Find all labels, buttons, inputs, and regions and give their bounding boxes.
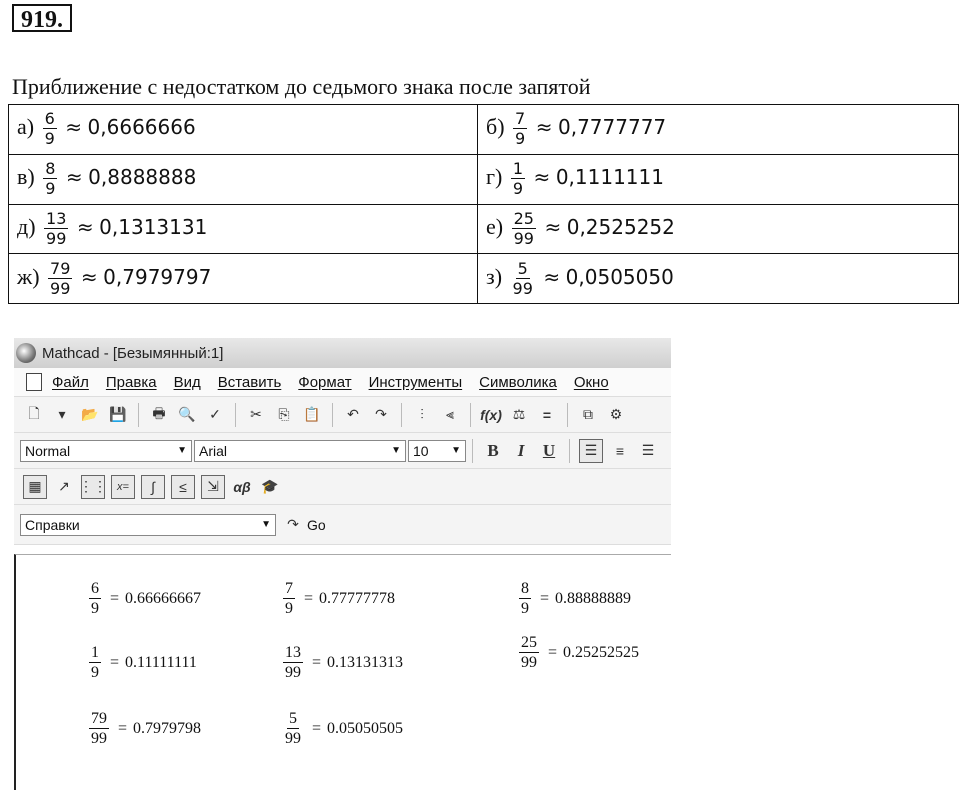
answer-cell: [478, 154, 959, 204]
resource-select[interactable]: Справки ▼: [20, 514, 276, 536]
go-button[interactable]: Go: [307, 516, 326, 533]
answer-label: б): [486, 114, 505, 140]
calculate-icon[interactable]: =: [542, 406, 552, 423]
mathcad-expression[interactable]: $\frac{79}{99}$ = 0.7979798: [91, 710, 202, 747]
document-icon[interactable]: [26, 373, 42, 391]
style-select[interactable]: Normal ▼: [20, 440, 192, 462]
graph-icon[interactable]: ↗: [58, 478, 70, 494]
spell-check-icon[interactable]: ✓: [209, 406, 221, 422]
fraction: $\frac{79}{99}$: [50, 258, 71, 298]
approx-symbol: ≈: [65, 165, 83, 190]
answer-label: в): [17, 164, 35, 190]
approx-value: 0,7979797: [103, 264, 212, 289]
result-value: 0.05050505: [327, 720, 404, 737]
paste-icon[interactable]: 📋: [303, 406, 321, 422]
answer-label: д): [17, 213, 36, 239]
standard-toolbar: [14, 397, 671, 433]
approx-value: 0,8888888: [88, 165, 197, 190]
result-value: 0.88888889: [555, 590, 632, 607]
boolean-icon[interactable]: ≤: [171, 475, 195, 499]
insert-function-icon[interactable]: f(x): [480, 406, 502, 423]
approx-value: 0,2525252: [566, 214, 675, 239]
answer-label: з): [486, 263, 503, 289]
dropdown-arrow-icon[interactable]: ▾: [58, 406, 66, 422]
approx-value: 0,1111111: [555, 165, 664, 190]
approx-value: 0,6666666: [87, 115, 196, 140]
title-bar[interactable]: [14, 338, 671, 368]
result-value: 0.11111111: [125, 654, 197, 671]
mathcad-expression[interactable]: $\frac{1}{9}$ = 0.11111111: [91, 644, 197, 681]
fraction: $\frac{79}{99}$: [91, 710, 107, 747]
approx-symbol: ≈: [533, 165, 551, 190]
greek-icon[interactable]: αβ: [233, 478, 251, 495]
approx-symbol: ≈: [76, 214, 94, 239]
copy-icon[interactable]: ⎘: [278, 406, 290, 422]
table-row: [9, 254, 959, 304]
menu-format[interactable]: Формат: [298, 373, 352, 391]
answer-cell: [478, 105, 959, 155]
problem-number: 919.: [12, 4, 72, 32]
cut-icon[interactable]: ✂: [250, 406, 262, 422]
programming-icon[interactable]: ⇲: [201, 475, 225, 499]
fraction: $\frac{25}{99}$: [521, 634, 537, 671]
align-center-icon[interactable]: ≡: [615, 442, 625, 459]
fraction: $\frac{13}{99}$: [285, 644, 301, 681]
caption: Приближение с недостатком до седьмого знака после запятой: [12, 74, 591, 99]
print-icon[interactable]: 🖶: [152, 404, 166, 421]
answer-cell: [9, 254, 478, 304]
approx-symbol: ≈: [543, 264, 561, 289]
bold-button[interactable]: B: [487, 440, 499, 460]
result-value: 0.7979798: [133, 720, 202, 737]
italic-button[interactable]: I: [517, 440, 525, 460]
fraction: $\frac{13}{99}$: [46, 208, 67, 248]
calculus-icon[interactable]: ∫: [141, 475, 165, 499]
mathcad-expression[interactable]: $\frac{25}{99}$ = 0.25252525: [521, 634, 640, 671]
underline-button[interactable]: U: [542, 440, 556, 460]
toolbar-separator: [138, 403, 139, 427]
answer-cell: [9, 204, 478, 254]
fraction: $\frac{1}{9}$: [512, 159, 524, 199]
formatting-toolbar: [14, 433, 671, 469]
resource-toolbar: [14, 505, 671, 545]
mathcad-expression[interactable]: $\frac{8}{9}$ = 0.88888889: [521, 580, 632, 617]
font-select[interactable]: Arial ▼: [194, 440, 406, 462]
answer-cell: [9, 154, 478, 204]
align-left-icon[interactable]: ☰: [579, 439, 603, 463]
toolbar-separator: [401, 403, 402, 427]
menu-symbolics[interactable]: Символика: [479, 373, 557, 391]
toolbar-separator: [470, 403, 471, 427]
approx-symbol: ≈: [535, 115, 553, 140]
chevron-down-icon: ▼: [261, 519, 271, 530]
answer-label: ж): [17, 263, 40, 289]
menu-edit[interactable]: Правка: [105, 373, 157, 391]
table-row: [9, 204, 959, 254]
insert-unit-icon[interactable]: ⚖: [512, 406, 526, 422]
resource-icon[interactable]: ⚙: [609, 406, 623, 422]
worksheet[interactable]: [14, 554, 671, 790]
answers-table: [8, 104, 959, 304]
approx-value: 0,0505050: [565, 264, 674, 289]
fraction: $\frac{7}{9}$: [515, 109, 526, 149]
chevron-down-icon: ▼: [391, 445, 401, 456]
mathcad-expression[interactable]: $\frac{13}{99}$ = 0.13131313: [285, 644, 404, 681]
approx-symbol: ≈: [65, 115, 83, 140]
fraction: $\frac{8}{9}$: [521, 580, 529, 617]
mathcad-expression[interactable]: $\frac{7}{9}$ = 0.77777778: [285, 580, 396, 617]
open-folder-icon[interactable]: 📂: [81, 406, 99, 422]
align-horizontal-icon[interactable]: ⫶: [420, 406, 424, 422]
approx-symbol: ≈: [80, 264, 98, 289]
menu-file[interactable]: Файл: [52, 373, 89, 391]
table-row: [9, 105, 959, 155]
fraction: $\frac{7}{9}$: [285, 580, 293, 617]
fraction: $\frac{1}{9}$: [91, 644, 99, 681]
approx-value: 0,1313131: [99, 214, 208, 239]
chevron-down-icon: ▼: [177, 445, 187, 456]
mathcad-window: [14, 338, 671, 790]
symbolic-icon[interactable]: 🎓: [261, 478, 279, 494]
toolbar-separator: [567, 403, 568, 427]
fraction: $\frac{8}{9}$: [45, 159, 56, 199]
menu-window[interactable]: Окно: [573, 373, 609, 391]
save-icon[interactable]: 💾: [109, 406, 127, 422]
result-value: 0.25252525: [563, 644, 640, 661]
fraction: $\frac{6}{9}$: [44, 109, 55, 149]
answer-cell: [9, 105, 478, 155]
toolbar-separator: [235, 403, 236, 427]
menu-tools[interactable]: Инструменты: [368, 373, 463, 391]
answer-cell: [478, 254, 959, 304]
font-size-select[interactable]: 10 ▼: [408, 440, 466, 462]
fraction: $\frac{25}{99}$: [513, 208, 534, 248]
evaluation-icon[interactable]: x=: [111, 475, 135, 499]
menu-bar: [14, 368, 671, 397]
print-preview-icon[interactable]: 🔍: [178, 406, 196, 422]
window-title: Mathcad - [Безымянный:1]: [42, 344, 224, 362]
redo-icon[interactable]: ↷: [375, 406, 387, 422]
calculator-icon[interactable]: ▦: [23, 475, 47, 499]
toolbar-separator: [472, 439, 473, 463]
mathcad-expression[interactable]: $\frac{6}{9}$ = 0.66666667: [91, 580, 202, 617]
new-document-icon[interactable]: 🗋: [28, 404, 40, 421]
undo-icon[interactable]: ↶: [347, 406, 359, 422]
answer-label: е): [486, 213, 504, 239]
approx-symbol: ≈: [544, 214, 562, 239]
menu-insert[interactable]: Вставить: [217, 373, 282, 391]
math-toolbar: [14, 469, 671, 505]
mathcad-app-icon: [16, 343, 36, 363]
toolbar-separator: [569, 439, 570, 463]
fraction: $\frac{6}{9}$: [91, 580, 99, 617]
insert-component-icon[interactable]: ⧉: [583, 406, 593, 422]
result-value: 0.66666667: [125, 590, 202, 607]
mathcad-expression[interactable]: $\frac{5}{99}$ = 0.05050505: [285, 710, 404, 747]
menu-view[interactable]: Вид: [173, 373, 201, 391]
toolbar-separator: [332, 403, 333, 427]
align-vertical-icon[interactable]: ⫷: [446, 406, 454, 422]
approx-value: 0,7777777: [557, 115, 667, 140]
result-value: 0.77777778: [319, 590, 396, 607]
answer-label: г): [486, 164, 503, 190]
result-value: 0.13131313: [327, 654, 404, 671]
fraction: $\frac{5}{99}$: [285, 710, 301, 747]
answer-label: а): [17, 114, 35, 140]
answer-cell: [478, 204, 959, 254]
fraction: $\frac{5}{99}$: [512, 258, 533, 298]
matrix-icon[interactable]: ⋮⋮: [81, 475, 105, 499]
chevron-down-icon: ▼: [451, 445, 461, 456]
table-row: [9, 154, 959, 204]
align-right-icon[interactable]: ☰: [641, 442, 655, 458]
go-arrow-icon[interactable]: ↷: [287, 516, 299, 532]
